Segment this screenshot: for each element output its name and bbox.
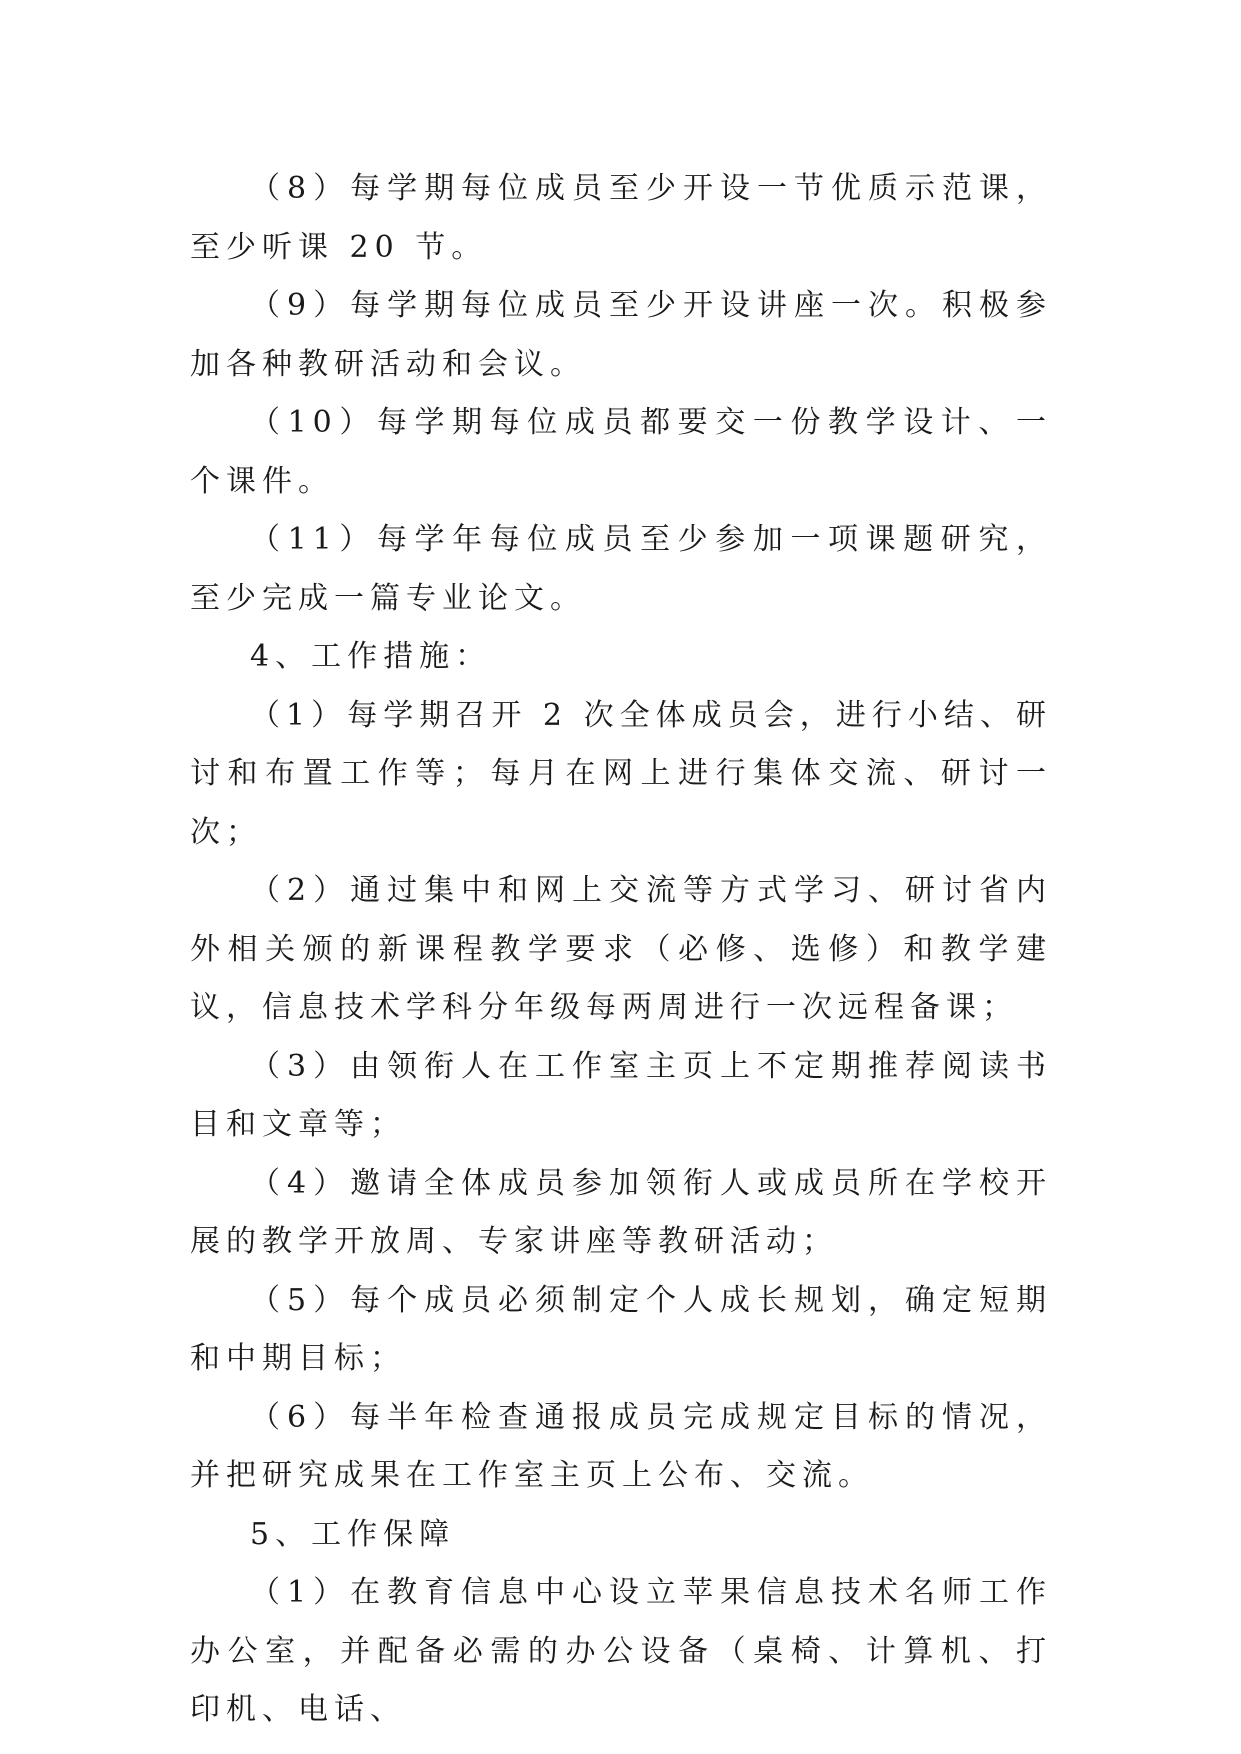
section-heading-work-guarantee: 5、工作保障	[250, 1516, 456, 1552]
paragraph-item-9: （9）每学期每位成员至少开设讲座一次。积极参加各种教研活动和会议。	[190, 288, 1052, 382]
measure-item-2: （2）通过集中和网上交流等方式学习、研讨省内外相关颁的新课程教学要求（必修、选修）和教学建议，信息技术学科分年级每两周进行一次远程备课；	[190, 873, 1052, 1025]
measure-item-5: （5）每个成员必须制定个人成长规划，确定短期和中期目标；	[190, 1282, 1052, 1376]
measure-item-1: （1）每学期召开 2 次全体成员会，进行小结、研讨和布置工作等；每月在网上进行集体交流、研讨一次；	[190, 697, 1052, 850]
document-body	[190, 160, 1052, 1740]
measure-item-4: （4）邀请全体成员参加领衔人或成员所在学校开展的教学开放周、专家讲座等教研活动；	[190, 1165, 1052, 1259]
section-heading-work-measures: 4、工作措施：	[250, 639, 492, 674]
paragraph-item-8: （8）每学期每位成员至少开设一节优质示范课，至少听课 20 节。	[190, 171, 1052, 265]
paragraph-item-10: （10）每学期每位成员都要交一份教学设计、一个课件。	[190, 405, 1052, 499]
measure-item-6: （6）每半年检查通报成员完成规定目标的情况，并把研究成果在工作室主页上公布、交流。	[190, 1399, 1052, 1493]
guarantee-item-1: （1）在教育信息中心设立苹果信息技术名师工作办公室，并配备必需的办公设备（桌椅、计算机、打印机、电话、	[190, 1575, 1052, 1727]
paragraph-item-11: （11）每学年每位成员至少参加一项课题研究，至少完成一篇专业论文。	[190, 522, 1052, 616]
measure-item-3: （3）由领衔人在工作室主页上不定期推荐阅读书目和文章等；	[190, 1048, 1052, 1142]
